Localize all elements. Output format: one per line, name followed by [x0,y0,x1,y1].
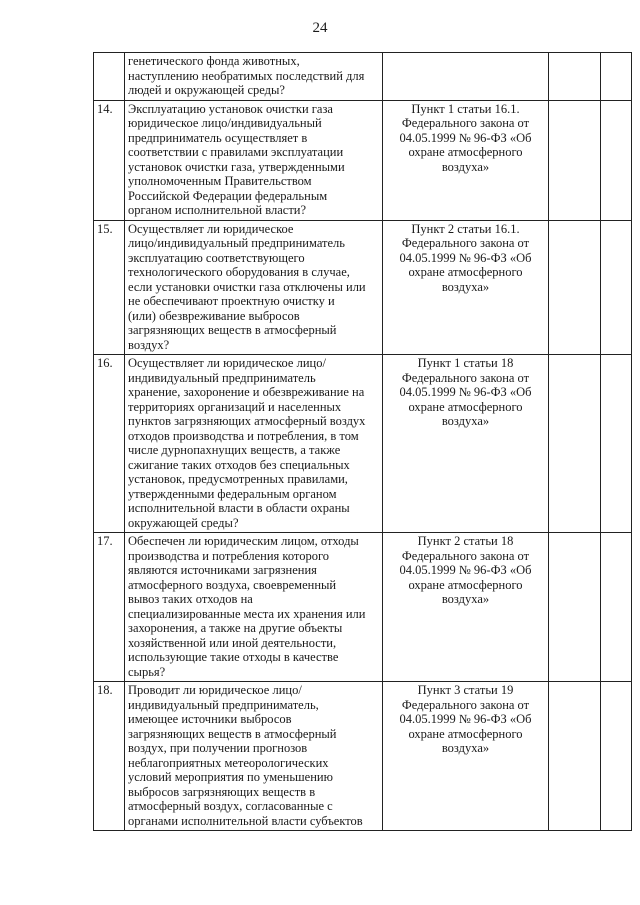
question-cell: Проводит ли юридическое лицо/ индивидуальный предприниматель, имеющее источники выбросов загрязняющих веществ в атмосферный воздух, при получении прогнозов неблагоприятных метеорологических условий мероприятия по уменьшению выбросов загрязняющих веществ в атмосферный воздух, согласованные с органами исполнительной власти субъектов [125,682,383,831]
answer-cell [549,533,601,682]
question-cell: Осуществляет ли юридическое лицо/ индивидуальный предприниматель хранение, захоронение и обезвреживание на территориях организаций и населенных пунктов загрязняющих атмосферный воздух отходов производства и потребления, в том числе дурнопахнущих веществ, а также сжигание таких отходов без специальных установок, предусмотренных правилами, утвержденными федеральным органом исполнительной власти в области охраны окружающей среды? [125,355,383,533]
table-row [94,220,632,355]
answer-cell [549,53,601,101]
answer-cell [549,100,601,220]
note-cell [601,682,632,831]
answer-cell [549,682,601,831]
checklist-table [93,52,632,831]
answer-cell [549,220,601,355]
legal-reference-cell: Пункт 2 статьи 18 Федерального закона от 04.05.1999 № 96-ФЗ «Об охране атмосферного воздуха» [383,533,549,682]
legal-reference-cell: Пункт 1 статьи 16.1. Федерального закона от 04.05.1999 № 96-ФЗ «Об охране атмосферного воздуха» [383,100,549,220]
table-row [94,100,632,220]
answer-cell [549,355,601,533]
row-number: 16. [94,355,125,533]
legal-reference-cell [383,53,549,101]
table-row [94,533,632,682]
table-row [94,53,632,101]
row-number [94,53,125,101]
table-row [94,682,632,831]
question-cell: Эксплуатацию установок очистки газа юридическое лицо/индивидуальный предприниматель осуществляет в соответствии с правилами эксплуатации установок очистки газа, утвержденными уполномоченным Правительством Российской Федерации федеральным органом исполнительной власти? [125,100,383,220]
table-row [94,355,632,533]
row-number: 14. [94,100,125,220]
note-cell [601,355,632,533]
legal-reference-cell: Пункт 3 статьи 19 Федерального закона от 04.05.1999 № 96-ФЗ «Об охране атмосферного воздуха» [383,682,549,831]
note-cell [601,220,632,355]
question-cell: Осуществляет ли юридическое лицо/индивидуальный предприниматель эксплуатацию соответствующего технологического оборудования в случае, если установки очистки газа отключены или не обеспечивают проектную очистку и (или) обезвреживание выбросов загрязняющих веществ в атмосферный воздух? [125,220,383,355]
note-cell [601,533,632,682]
legal-reference-cell: Пункт 2 статьи 16.1. Федерального закона от 04.05.1999 № 96-ФЗ «Об охране атмосферного воздуха» [383,220,549,355]
question-cell: генетического фонда животных, наступлению необратимых последствий для людей и окружающей среды? [125,53,383,101]
row-number: 17. [94,533,125,682]
page-number: 24 [312,20,328,36]
row-number: 18. [94,682,125,831]
legal-reference-cell: Пункт 1 статьи 18 Федерального закона от 04.05.1999 № 96-ФЗ «Об охране атмосферного воздуха» [383,355,549,533]
note-cell [601,53,632,101]
row-number: 15. [94,220,125,355]
question-cell: Обеспечен ли юридическим лицом, отходы производства и потребления которого являются источниками загрязнения атмосферного воздуха, своевременный вывоз таких отходов на специализированные места их хранения или захоронения, а также на другие объекты хозяйственной или иной деятельности, использующие такие отходы в качестве сырья? [125,533,383,682]
note-cell [601,100,632,220]
